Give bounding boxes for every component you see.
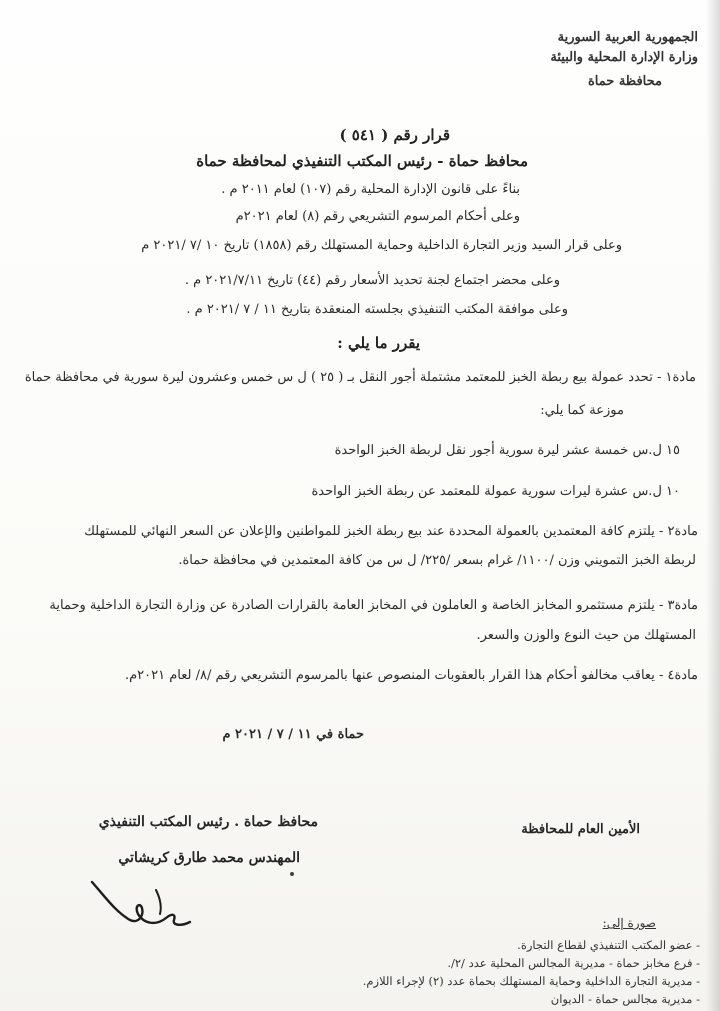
copy-recipient: - مديرية مجالس حماة - الديوان <box>550 992 700 1006</box>
article-4: مادة٤ - يعاقب مخالفو أحكام هذا القرار بالعقوبات المنصوص عنها بالمرسوم التشريعي رقم /٨/ لعام ٢٠٢١م. <box>124 668 698 683</box>
copy-recipient: - مديرية التجارة الداخلية وحماية المستهلك بحماة عدد (٢) لإجراء اللازم. <box>362 974 700 988</box>
governor-name: المهندس محمد طارق كريشاتي <box>118 850 300 866</box>
article-2-cont: لربطة الخبز التمويني وزن /١١٠٠/ غرام بسعر /٢٢٥/ ل س من كافة المعتمدين في محافظة حماة. <box>178 553 696 568</box>
issue-date: حماة في ١١ / ٧ / ٢٠٢١ م <box>222 727 364 742</box>
decision-number: قرار رقم ( ٥٤١ ) <box>339 126 450 144</box>
article-3: مادة٣ - يلتزم مستثمرو المخابز الخاصة و العاملون في المخابز العامة بالقرارات الصادرة عن وزارة التجارة الداخلية وحماية <box>49 598 698 613</box>
preamble-line: وعلى موافقة المكتب التنفيذي بجلسته المنعقدة بتاريخ ١١ / ٧ /٢٠٢١ م . <box>186 302 568 317</box>
preamble-line: وعلى قرار السيد وزير التجارة الداخلية وحماية المستهلك رقم (١٨٥٨) تاريخ ١٠ /٧ /٢٠٢١ م <box>141 238 622 253</box>
article-1: مادة١ - تحدد عمولة بيع ربطة الخبز للمعتمد مشتملة أجور النقل بـ ( ٢٥ ) ل س خمس وعشرون ليرة سورية في محافظة حماة <box>24 370 696 385</box>
header-governorate: محافظة حماة <box>587 74 662 89</box>
article-2: مادة٢ - يلتزم كافة المعتمدين بالعمولة المحددة عند بيع ربطة الخبز للمواطنين والإعلان عن السعر النهائي للمستهلك <box>84 524 698 539</box>
ink-dot <box>290 872 294 876</box>
header-country: الجمهورية العربية السورية <box>557 30 698 45</box>
article-1-item: ١٠ ل.س عشرة ليرات سورية عمولة للمعتمد عن ربطة الخبز الواحدة <box>311 484 680 499</box>
preamble-line: بناءً على قانون الإدارة المحلية رقم (١٠٧) لعام ٢٠١١ م . <box>221 182 520 197</box>
handwritten-signature <box>86 868 196 938</box>
preamble-line: وعلى محضر اجتماع لجنة تحديد الأسعار رقم (٤٤) تاريخ ٢٠٢١/٧/١١ م . <box>184 273 560 288</box>
copy-recipient: - عضو المكتب التنفيذي لقطاع التجارة. <box>517 938 700 952</box>
secretary-general-title: الأمين العام للمحافظة <box>521 822 640 837</box>
article-3-cont: المستهلك من حيث النوع والوزن والسعر. <box>476 628 696 643</box>
copy-recipient: - فرع مخابز حماة - مديرية المجالس المحلية عدد /٢/. <box>447 956 700 970</box>
article-1-item: ١٥ ل.س خمسة عشر ليرة سورية أجور نقل لربطة الخبز الواحدة <box>334 443 680 458</box>
header-ministry: وزارة الإدارة المحلية والبيئة <box>550 50 698 65</box>
copies-heading: صورة إلى: <box>602 916 656 930</box>
decides-heading: يقرر ما يلي : <box>337 334 420 352</box>
article-1-distribution: موزعة كما يلي: <box>540 403 624 418</box>
preamble-line: وعلى أحكام المرسوم التشريعي رقم (٨) لعام ٢٠٢١م <box>235 209 520 224</box>
governor-title: محافظ حماة . رئيس المكتب التنفيذي <box>98 814 318 830</box>
decision-issuer: محافظ حماة - رئيس المكتب التنفيذي لمحافظة حماة <box>196 152 528 170</box>
